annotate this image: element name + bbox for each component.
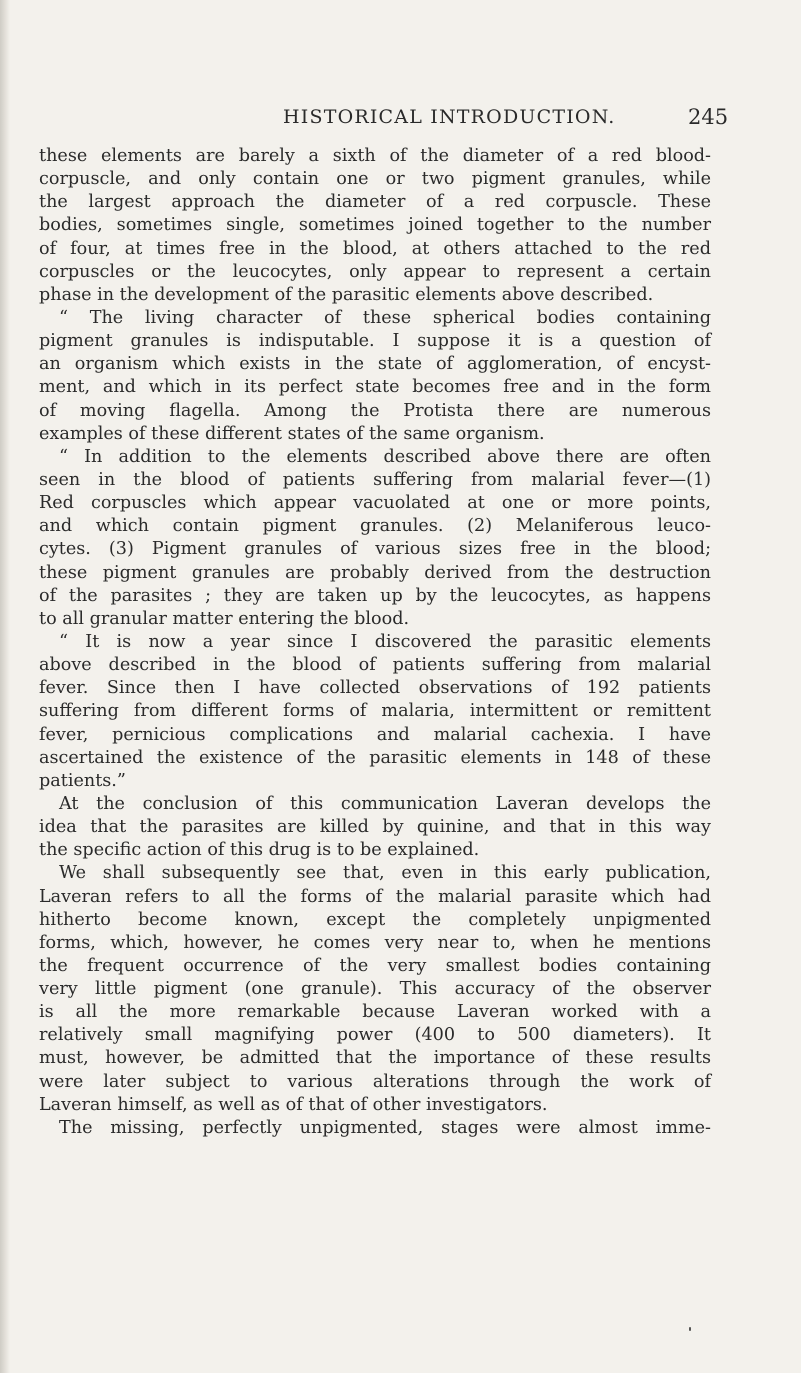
text-line: the frequent occurrence of the very smallest bodies containing [39, 955, 711, 976]
running-title: HISTORICAL INTRODUCTION. [283, 106, 616, 128]
text-line: very little pigment (one granule). This accuracy of the observer [39, 979, 711, 1000]
text-line: forms, which, however, he comes very near to, when he mentions [39, 932, 711, 953]
running-header [0, 106, 801, 136]
text-line: fever, pernicious complications and malarial cachexia. I have [39, 724, 711, 745]
text-line: of the parasites ; they are taken up by the leucocytes, as happens [39, 585, 711, 606]
text-line: seen in the blood of patients suffering from malarial fever—(1) [39, 469, 711, 490]
print-speck [689, 1327, 691, 1331]
text-line: must, however, be admitted that the importance of these results [39, 1048, 711, 1069]
text-line: ascertained the existence of the parasitic elements in 148 of these [39, 747, 711, 768]
text-line: cytes. (3) Pigment granules of various sizes free in the blood; [39, 539, 711, 560]
text-line: and which contain pigment granules. (2) Melaniferous leuco- [39, 516, 711, 537]
text-line: bodies, sometimes single, sometimes joined together to the number [39, 215, 711, 236]
text-line: hitherto become known, except the completely unpigmented [39, 909, 711, 930]
text-line: to all granular matter entering the blood. [39, 608, 410, 629]
text-line: “ It is now a year since I discovered the parasitic elements [59, 631, 711, 652]
text-line: suffering from different forms of malaria, intermittent or remittent [39, 701, 711, 722]
text-line: relatively small magnifying power (400 to 500 diameters). It [39, 1025, 711, 1046]
text-line: We shall subsequently see that, even in this early publication, [59, 863, 711, 884]
text-line: these elements are barely a sixth of the diameter of a red blood- [39, 146, 711, 166]
text-line: Red corpuscles which appear vacuolated at one or more points, [39, 493, 711, 514]
text-line: corpuscle, and only contain one or two pigment granules, while [39, 169, 711, 190]
text-line: idea that the parasites are killed by quinine, and that in this way [39, 817, 711, 838]
text-line: “ The living character of these spherical bodies containing [59, 307, 711, 328]
text-line: ment, and which in its perfect state becomes free and in the form [39, 377, 711, 398]
text-line: an organism which exists in the state of agglomeration, of encyst- [39, 354, 711, 375]
text-line: The missing, perfectly unpigmented, stages were almost imme- [59, 1117, 711, 1138]
text-line: fever. Since then I have collected observations of 192 patients [39, 678, 711, 699]
text-line: of four, at times free in the blood, at others attached to the red [39, 238, 711, 259]
text-line: patients.” [39, 770, 126, 791]
text-line: At the conclusion of this communication Laveran develops the [59, 793, 711, 814]
text-line: the specific action of this drug is to be explained. [39, 840, 480, 861]
text-line: were later subject to various alterations through the work of [39, 1071, 711, 1092]
text-line: Laveran himself, as well as of that of other investigators. [39, 1094, 548, 1115]
text-line: is all the more remarkable because Laveran worked with a [39, 1002, 711, 1023]
page-binding-edge [0, 0, 10, 1373]
text-line: phase in the development of the parasitic elements above described. [39, 284, 654, 305]
text-line: of moving flagella. Among the Protista there are numerous [39, 400, 711, 421]
text-line: above described in the blood of patients suffering from malarial [39, 655, 711, 676]
page-number: 245 [688, 105, 729, 129]
body-text [39, 145, 711, 1140]
text-line: these pigment granules are probably derived from the destruction [39, 562, 711, 583]
text-line: examples of these different states of the same organism. [39, 423, 545, 444]
text-line: Laveran refers to all the forms of the malarial parasite which had [39, 886, 711, 907]
text-line: corpuscles or the leucocytes, only appear to represent a certain [39, 261, 711, 282]
text-line: “ In addition to the elements described above there are often [59, 446, 711, 467]
text-line: pigment granules is indisputable. I suppose it is a question of [39, 331, 711, 352]
text-line: the largest approach the diameter of a red corpuscle. These [39, 192, 711, 213]
